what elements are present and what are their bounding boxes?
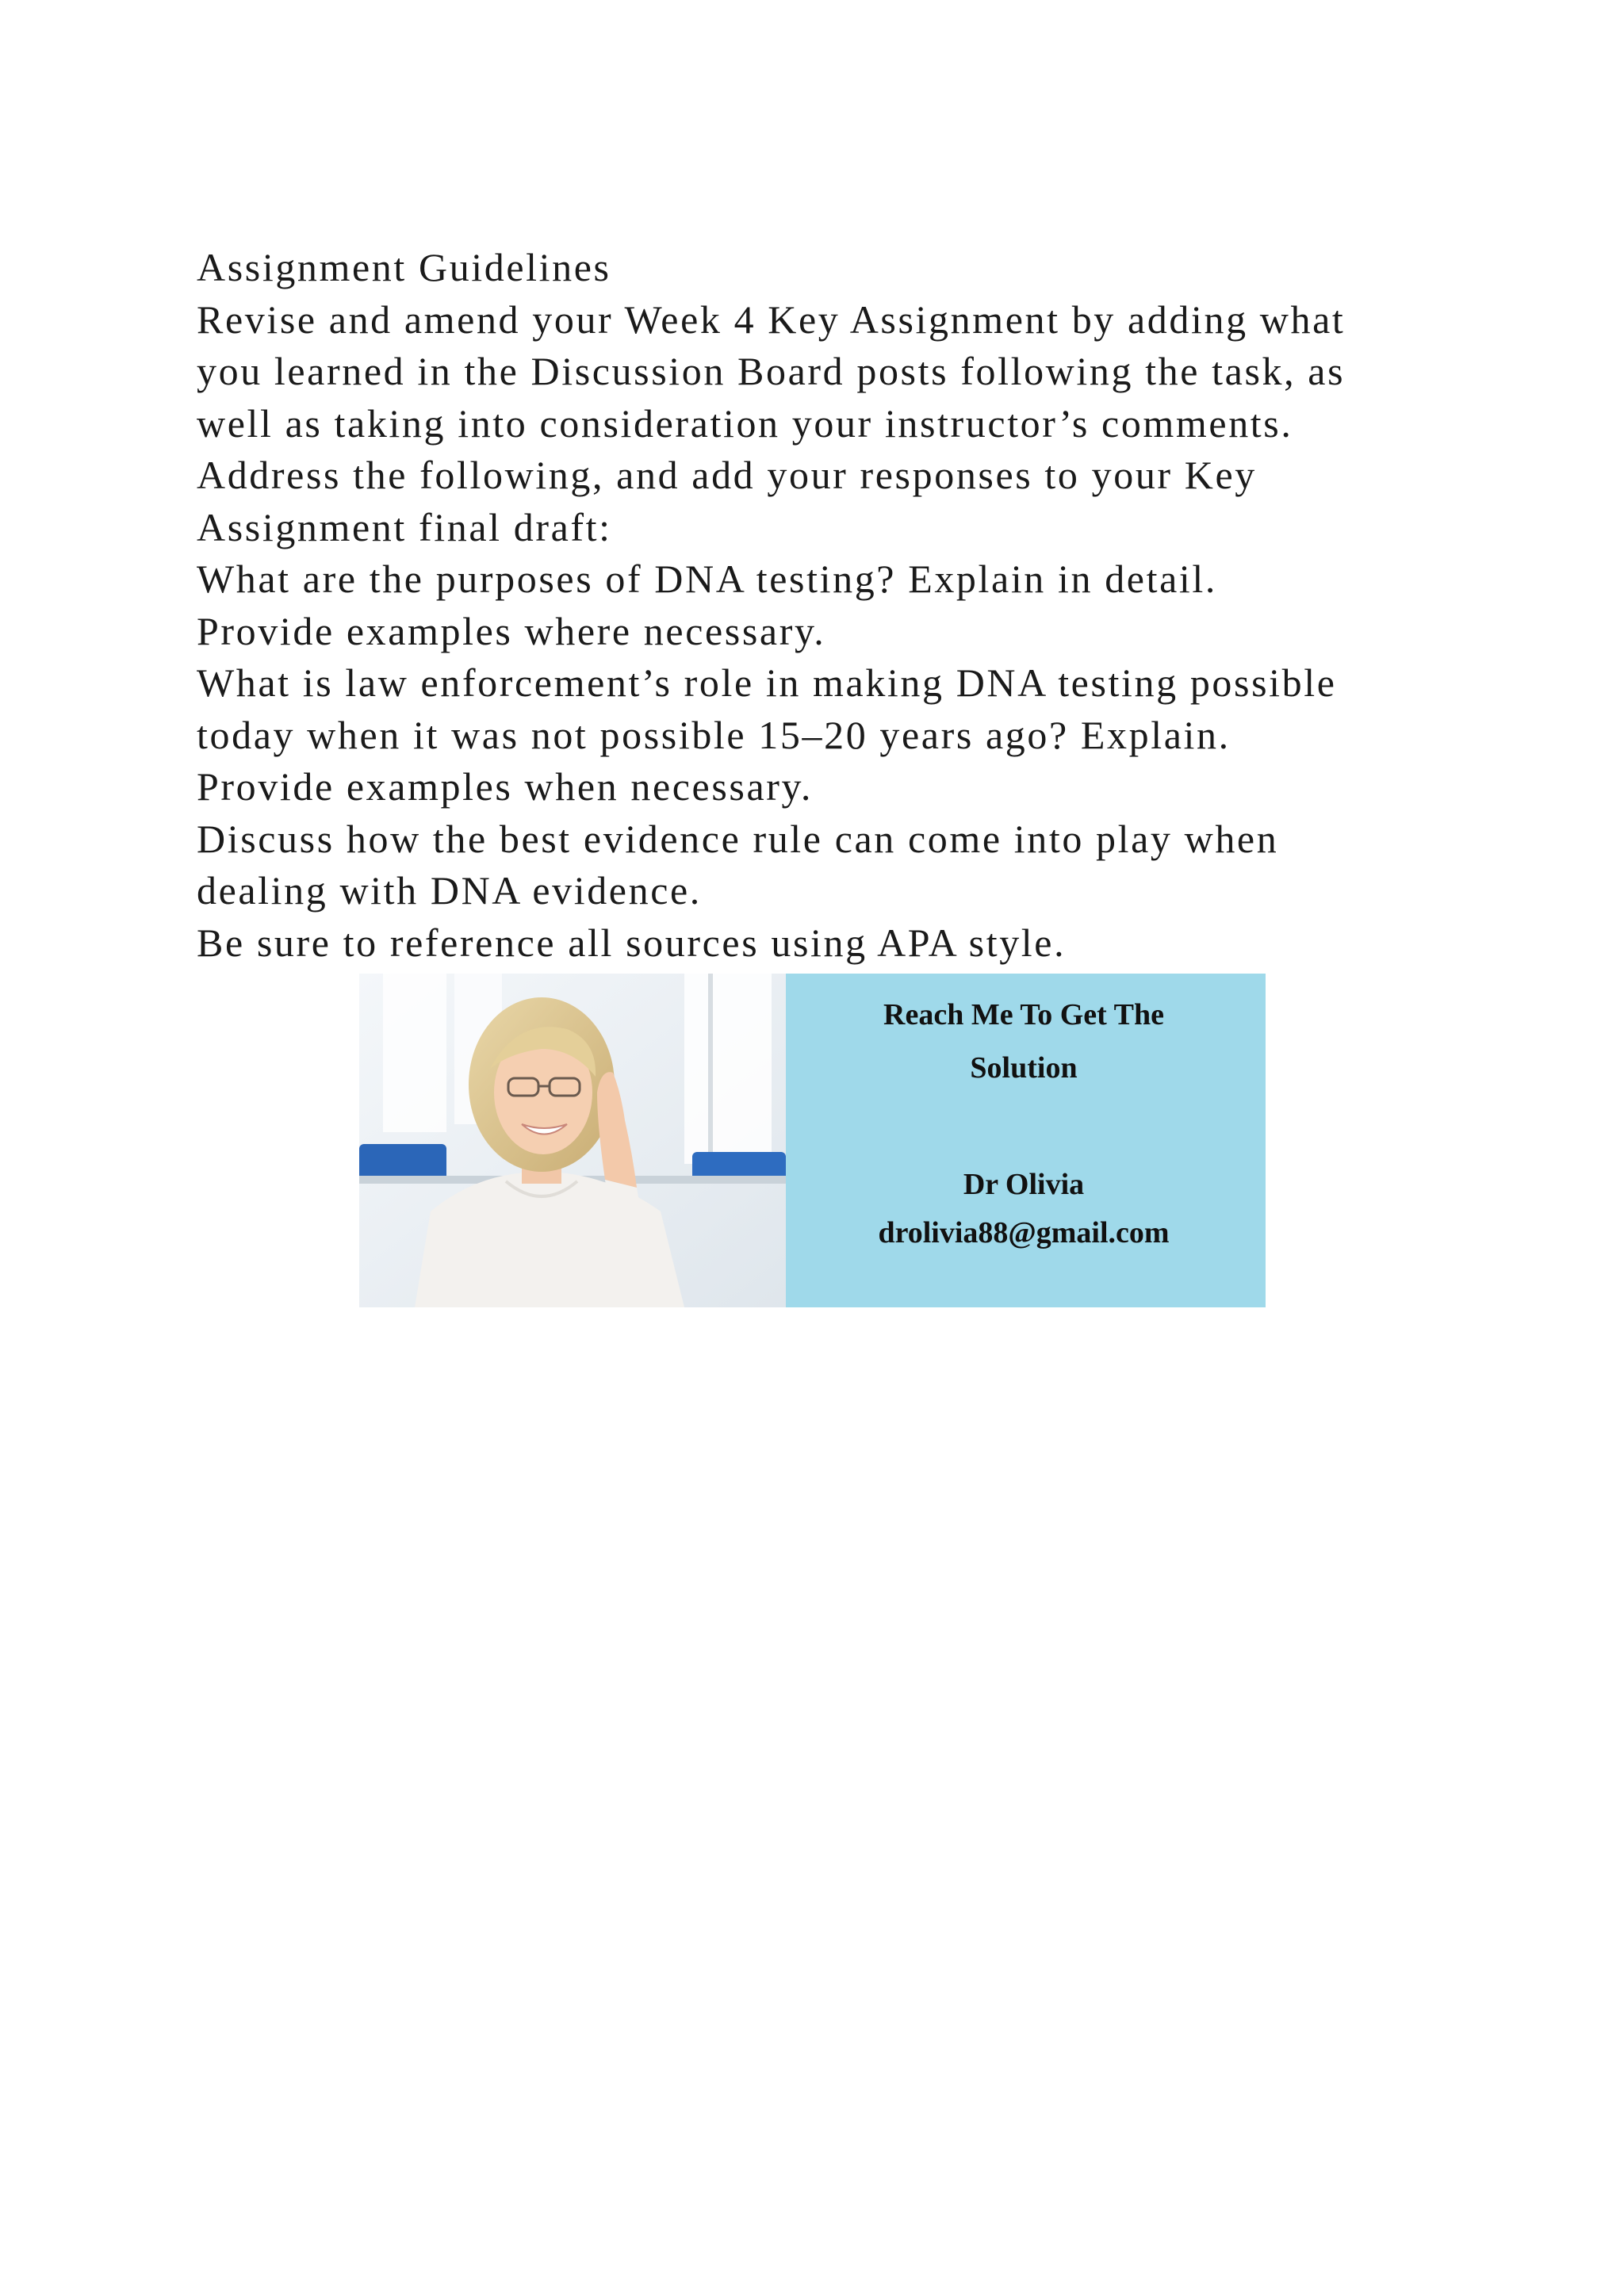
text-line: Provide examples where necessary. — [197, 608, 826, 653]
contact-email: drolivia88@gmail.com — [878, 1216, 1170, 1249]
text-line: Revise and amend your Week 4 Key Assignment by adding what — [197, 297, 1346, 342]
text-line: well as taking into consideration your instructor’s comments. — [197, 400, 1293, 446]
question-line: What are the purposes of DNA testing? Explain in detail. — [197, 557, 1217, 601]
text-line: Provide examples when necessary. — [197, 764, 813, 809]
contact-name: Dr Olivia — [963, 1168, 1085, 1201]
text-line: dealing with DNA evidence. — [197, 868, 702, 913]
contact-banner — [359, 974, 1266, 1307]
question-line: Discuss how the best evidence rule can come into play when — [197, 816, 1279, 861]
text-line: you learned in the Discussion Board posts following the task, as — [197, 349, 1346, 393]
contact-panel — [786, 974, 1266, 1307]
headline-text: Solution — [970, 1051, 1078, 1085]
assignment-text — [197, 242, 1481, 969]
text-line: Assignment final draft: — [197, 504, 612, 549]
question-line: What is law enforcement’s role in making DNA testing possible — [197, 660, 1337, 705]
headline-text: Reach Me To Get The — [883, 998, 1164, 1031]
assignment-title: Assignment Guidelines — [197, 245, 611, 289]
text-line: Be sure to reference all sources using APA style. — [197, 920, 1067, 965]
text-line: today when it was not possible 15–20 years ago? Explain. — [197, 712, 1231, 757]
woman-photo — [359, 974, 786, 1307]
text-line: Address the following, and add your responses to your Key — [197, 453, 1257, 497]
